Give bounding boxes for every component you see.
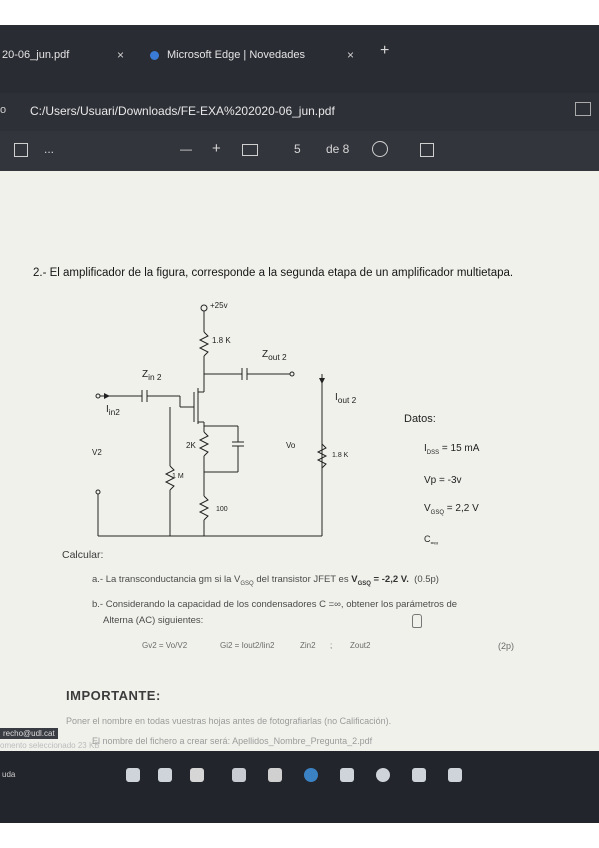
iout-label-main: I	[335, 392, 338, 403]
new-tab-button[interactable]: +	[380, 42, 390, 59]
capacitor-value	[424, 534, 438, 547]
param-gi2: Gi2 = Iout2/Iin2	[220, 641, 275, 650]
zout-label-sub: out 2	[268, 352, 287, 362]
account-email: recho@udl.cat	[0, 728, 58, 739]
item-b-line1: b.- Considerando la capacidad de los condensadores C =∞, obtener los parámetros de	[92, 599, 458, 610]
zin-label-sub: in 2	[148, 372, 162, 382]
important-note-1: Poner el nombre en todas vuestras hojas antes de fotografiarlas (no Calificación).	[66, 716, 392, 726]
tab-pdf-title: 20-06_jun.pdf	[2, 49, 70, 61]
rd-label: 1.8 K	[212, 336, 231, 345]
fit-page-icon[interactable]	[242, 144, 258, 156]
item-a	[92, 574, 439, 587]
cursor-hand-icon	[412, 614, 422, 628]
zin-label-main: Z	[142, 369, 149, 380]
idss-sub: DSS	[426, 450, 440, 456]
tab-pdf[interactable]	[2, 44, 69, 66]
address-input[interactable]: C:/Users/Usuari/Downloads/FE-EXA%202020-06_jun.pdf	[30, 104, 335, 118]
idss-symbol: I	[424, 443, 427, 454]
zout-label	[262, 349, 287, 362]
settings-icon[interactable]	[448, 768, 462, 782]
page-view-icon[interactable]	[420, 143, 434, 157]
address-prefix: o	[0, 104, 7, 116]
item-a-sub: GSQ	[240, 580, 254, 587]
tab-edge-news[interactable]	[150, 44, 305, 66]
param-zin2: Zin2	[300, 641, 316, 650]
iout-label-sub: out 2	[337, 395, 357, 405]
item-a-bold-sub: GSQ	[357, 580, 371, 587]
page-total: de 8	[326, 142, 350, 156]
item-a-bold-v: V	[351, 574, 358, 585]
zoom-in-button[interactable]: +	[212, 140, 221, 157]
monitor-icon[interactable]	[158, 768, 172, 782]
contents-icon[interactable]	[14, 143, 28, 157]
item-a-points: (0.5p)	[414, 574, 439, 585]
edge-icon[interactable]	[304, 768, 318, 782]
r1m-label: 1 M	[172, 473, 184, 480]
calcular-heading: Calcular:	[62, 549, 104, 561]
r100-label: 100	[216, 506, 228, 513]
idss-number: = 15 mA	[439, 443, 480, 454]
param-separator: ;	[330, 641, 333, 650]
app-icon[interactable]	[126, 768, 140, 782]
file-explorer-icon[interactable]	[232, 768, 246, 782]
vp-value: Vp = -3v	[424, 475, 462, 486]
close-icon[interactable]: ×	[117, 48, 125, 62]
item-a-text1: a.- La transconductancia gm si la V	[92, 574, 241, 585]
r2k-label: 2K	[186, 441, 196, 450]
tab-edge-title: Microsoft Edge | Novedades	[167, 49, 305, 61]
item-a-bold-val: = -2,2 V.	[370, 574, 409, 585]
capacitor-sub: =∞	[430, 540, 439, 547]
capacitor-symbol: C	[424, 534, 431, 544]
vo-label: Vo	[286, 441, 296, 450]
iout-label	[335, 392, 356, 405]
param-gv2: Gv2 = Vo/V2	[142, 641, 188, 650]
vgsq-number: = 2,2 V	[444, 503, 479, 514]
chrome-icon[interactable]	[376, 768, 390, 782]
close-icon[interactable]: ×	[347, 48, 355, 62]
iin-label-sub: in2	[108, 407, 120, 417]
iin-label-main: I	[106, 404, 109, 415]
zin-label	[142, 369, 162, 382]
param-zout2: Zout2	[350, 641, 371, 650]
question-title: 2.- El amplificador de la figura, corresponde a la segunda etapa de un amplificador multietapa.	[33, 267, 514, 279]
v2-label: V2	[92, 448, 102, 457]
idss-value	[424, 443, 479, 456]
reading-view-icon[interactable]	[575, 102, 591, 116]
selection-info: omento seleccionado 23 KB	[0, 741, 100, 750]
zoom-out-button[interactable]: —	[180, 142, 192, 156]
taskbar-search[interactable]: uda	[2, 770, 16, 779]
item-b-points: (2p)	[498, 641, 515, 651]
photos-icon[interactable]	[412, 768, 426, 782]
iin-label	[106, 404, 120, 417]
rl-label: 1.8 K	[332, 452, 349, 459]
edge-icon	[150, 51, 159, 60]
mail-icon[interactable]	[340, 768, 354, 782]
page-number-input[interactable]: 5	[294, 142, 301, 156]
item-a-bold	[351, 574, 409, 585]
item-a-text2: del transistor JFET es	[253, 574, 352, 585]
important-note-2: El nombre del fichero a crear será: Apellidos_Nombre_Pregunta_2.pdf	[92, 736, 373, 746]
task-view-icon[interactable]	[190, 768, 204, 782]
vgsq-sub: GSQ	[430, 510, 445, 516]
vgsq-symbol: V	[424, 503, 431, 514]
zout-label-main: Z	[262, 349, 269, 360]
taskbar	[0, 751, 599, 823]
more-button[interactable]: ...	[44, 142, 55, 156]
datos-heading: Datos:	[404, 413, 436, 425]
vgsq-value	[424, 503, 479, 516]
store-icon[interactable]	[268, 768, 282, 782]
important-heading: IMPORTANTE:	[66, 688, 161, 703]
rotate-icon[interactable]	[372, 141, 388, 157]
item-b-line2: Alterna (AC) siguientes:	[103, 615, 204, 626]
vdd-label: +25v	[210, 301, 228, 310]
